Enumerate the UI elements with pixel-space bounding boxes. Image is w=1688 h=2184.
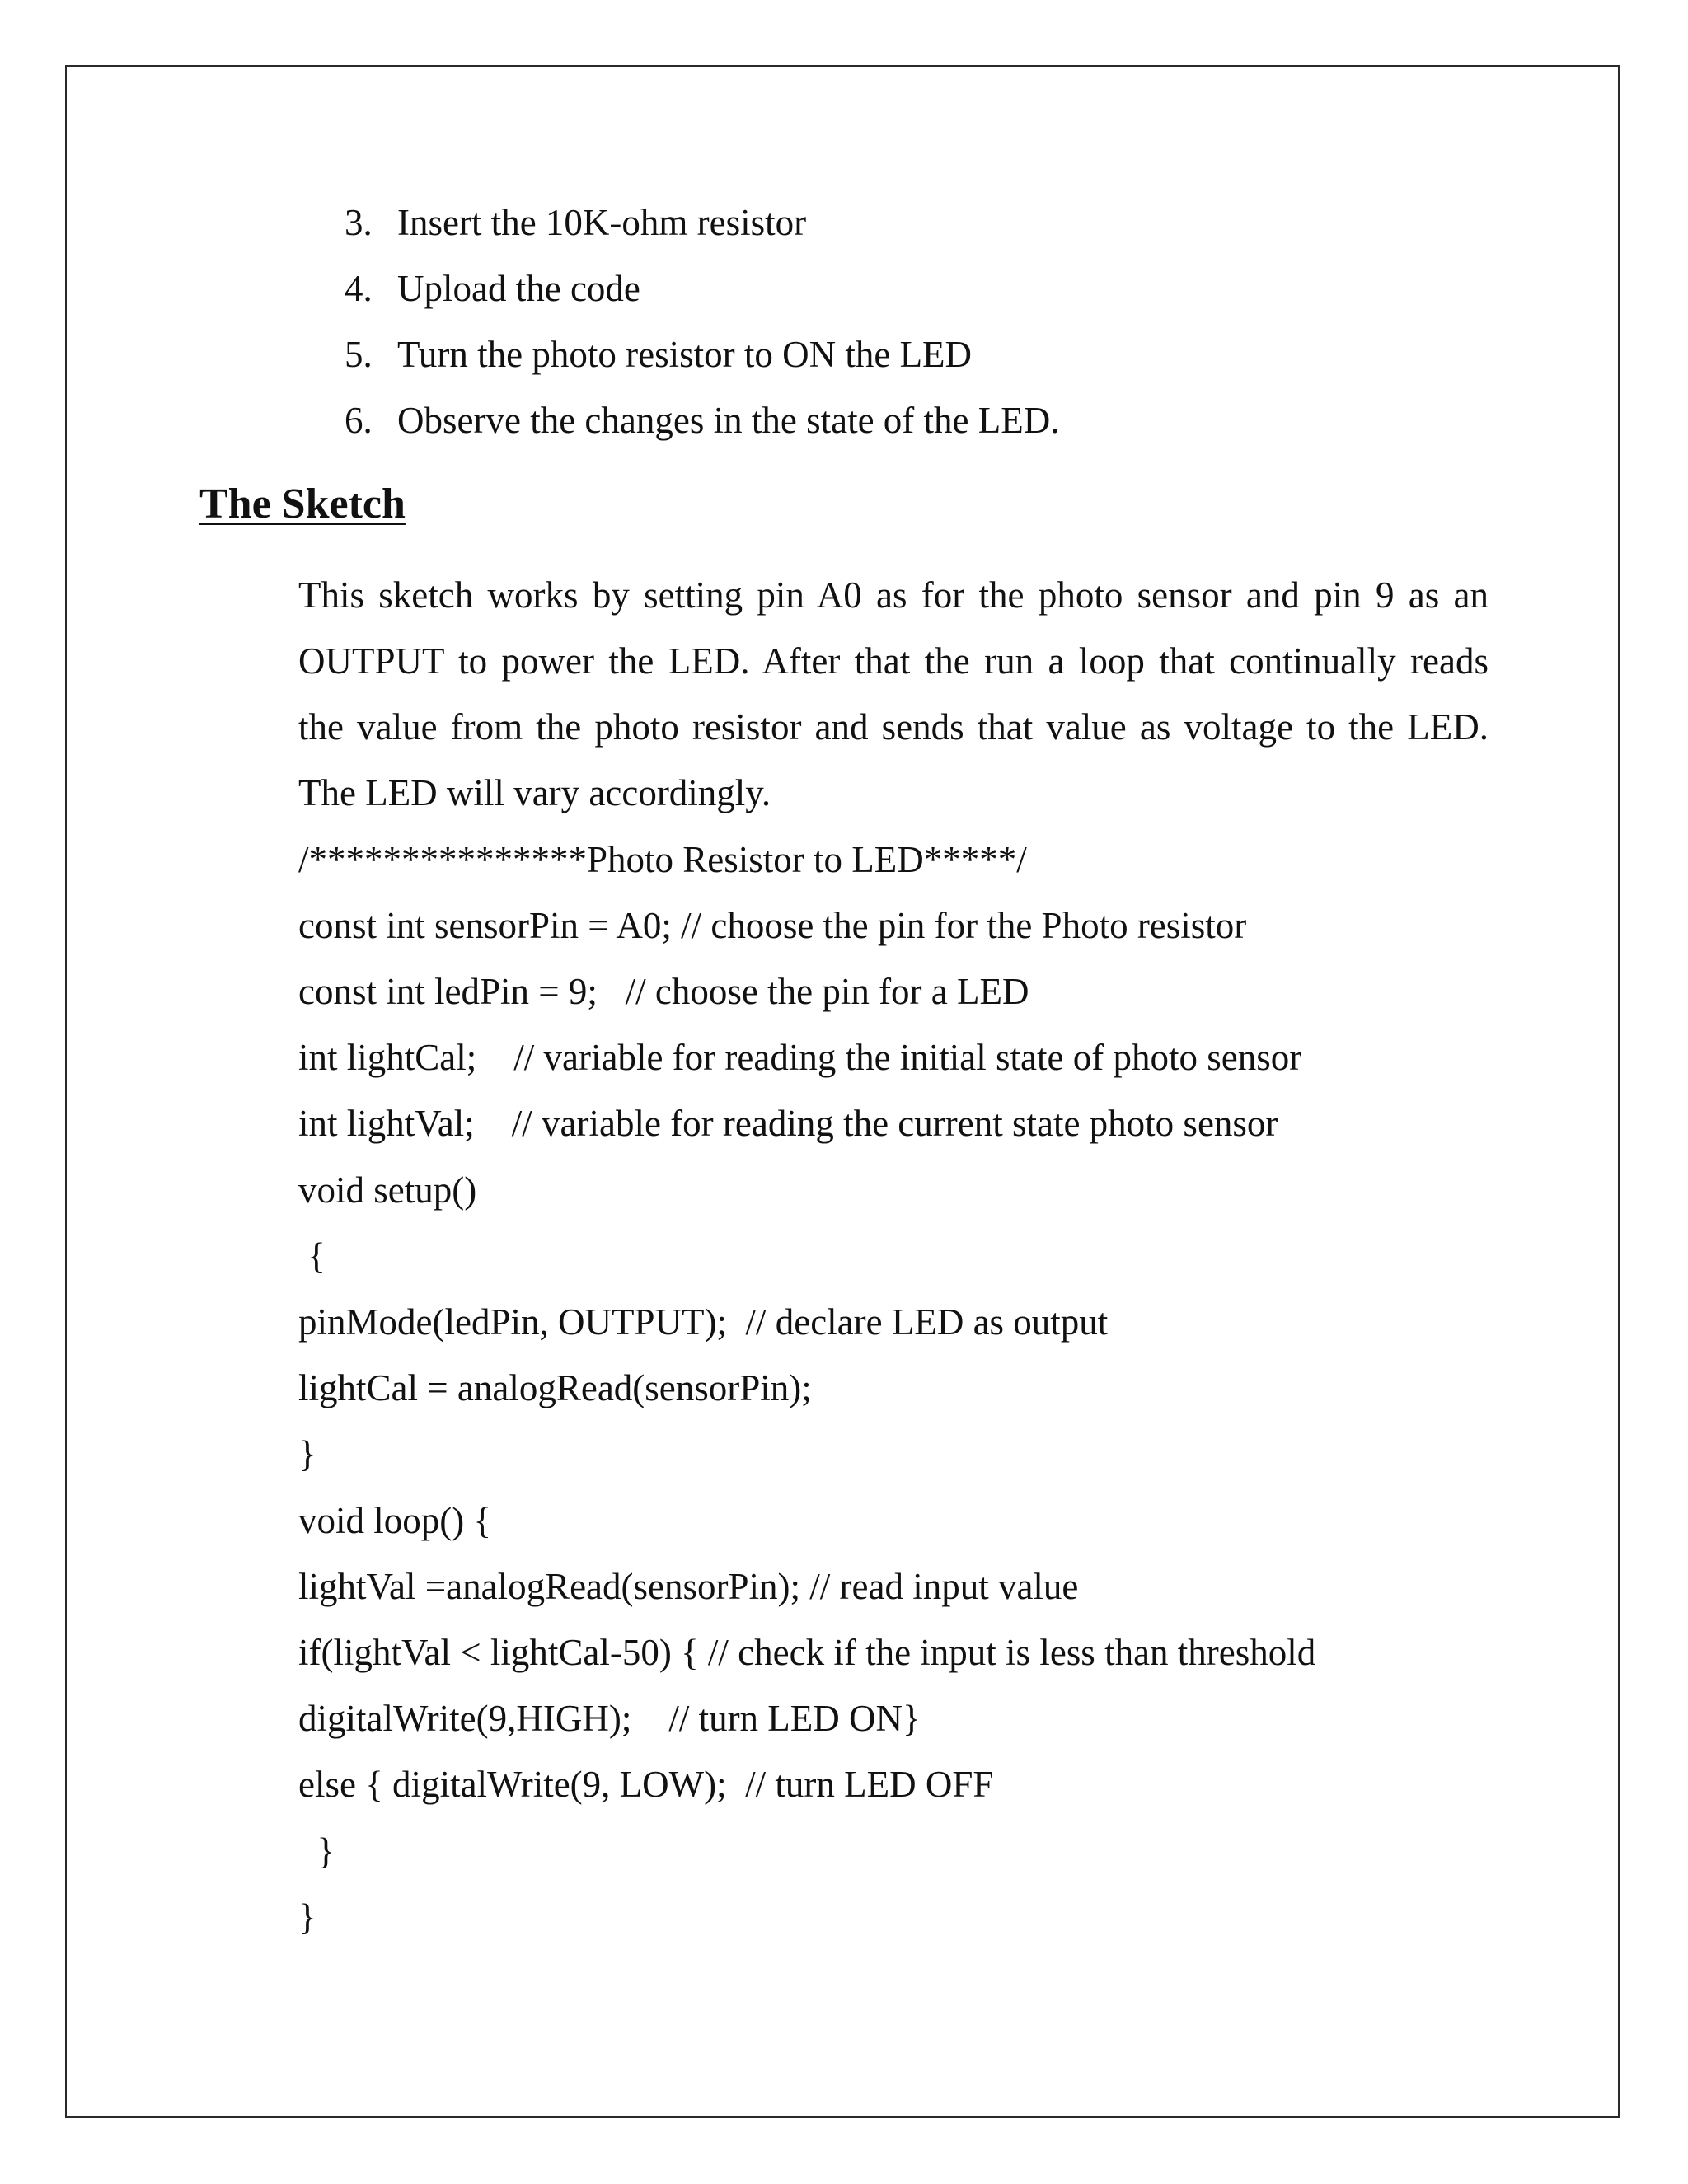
code-line: const int ledPin = 9; // choose the pin for a LED bbox=[298, 971, 1029, 1012]
code-line: digitalWrite(9,HIGH); // turn LED ON} bbox=[298, 1698, 921, 1739]
step-text: Turn the photo resistor to ON the LED bbox=[397, 334, 973, 375]
step-number: 3. bbox=[345, 202, 373, 243]
paragraph-line: The LED will vary accordingly. bbox=[298, 772, 771, 813]
code-line: const int sensorPin = A0; // choose the pin for the Photo resistor bbox=[298, 905, 1247, 946]
code-line: int lightVal; // variable for reading the current state photo sensor bbox=[298, 1103, 1278, 1144]
code-line: int lightCal; // variable for reading the initial state of photo sensor bbox=[298, 1037, 1302, 1078]
step-text: Observe the changes in the state of the LED. bbox=[397, 400, 1060, 441]
code-line: lightVal =analogRead(sensorPin); // read input value bbox=[298, 1566, 1079, 1607]
code-line: } bbox=[298, 1433, 316, 1474]
paragraph-line: the value from the photo resistor and sends that value as voltage to the LED. bbox=[298, 706, 1489, 748]
code-line: else { digitalWrite(9, LOW); // turn LED OFF bbox=[298, 1764, 994, 1805]
list-item bbox=[345, 336, 972, 373]
code-line: lightCal = analogRead(sensorPin); bbox=[298, 1367, 812, 1408]
list-item bbox=[345, 402, 1059, 439]
step-number: 4. bbox=[345, 268, 373, 309]
code-line: void loop() { bbox=[298, 1500, 492, 1541]
step-number: 6. bbox=[345, 400, 373, 441]
section-heading: The Sketch bbox=[199, 480, 406, 527]
paragraph-line: This sketch works by setting pin A0 as for the photo sensor and pin 9 as an bbox=[298, 574, 1489, 616]
paragraph-line: OUTPUT to power the LED. After that the run a loop that continually reads bbox=[298, 640, 1489, 682]
step-number: 5. bbox=[345, 334, 373, 375]
code-line: pinMode(ledPin, OUTPUT); // declare LED as output bbox=[298, 1301, 1109, 1343]
list-item bbox=[345, 270, 640, 307]
step-text: Insert the 10K-ohm resistor bbox=[397, 202, 807, 243]
code-line: { bbox=[298, 1235, 326, 1277]
code-line: void setup() bbox=[298, 1169, 477, 1211]
code-line: } bbox=[298, 1830, 335, 1872]
code-line: if(lightVal < lightCal-50) { // check if the input is less than threshold bbox=[298, 1632, 1316, 1673]
code-line: } bbox=[298, 1896, 316, 1938]
code-line: /***************Photo Resistor to LED*****/ bbox=[298, 839, 1027, 880]
step-text: Upload the code bbox=[397, 268, 640, 309]
list-item bbox=[345, 204, 806, 241]
